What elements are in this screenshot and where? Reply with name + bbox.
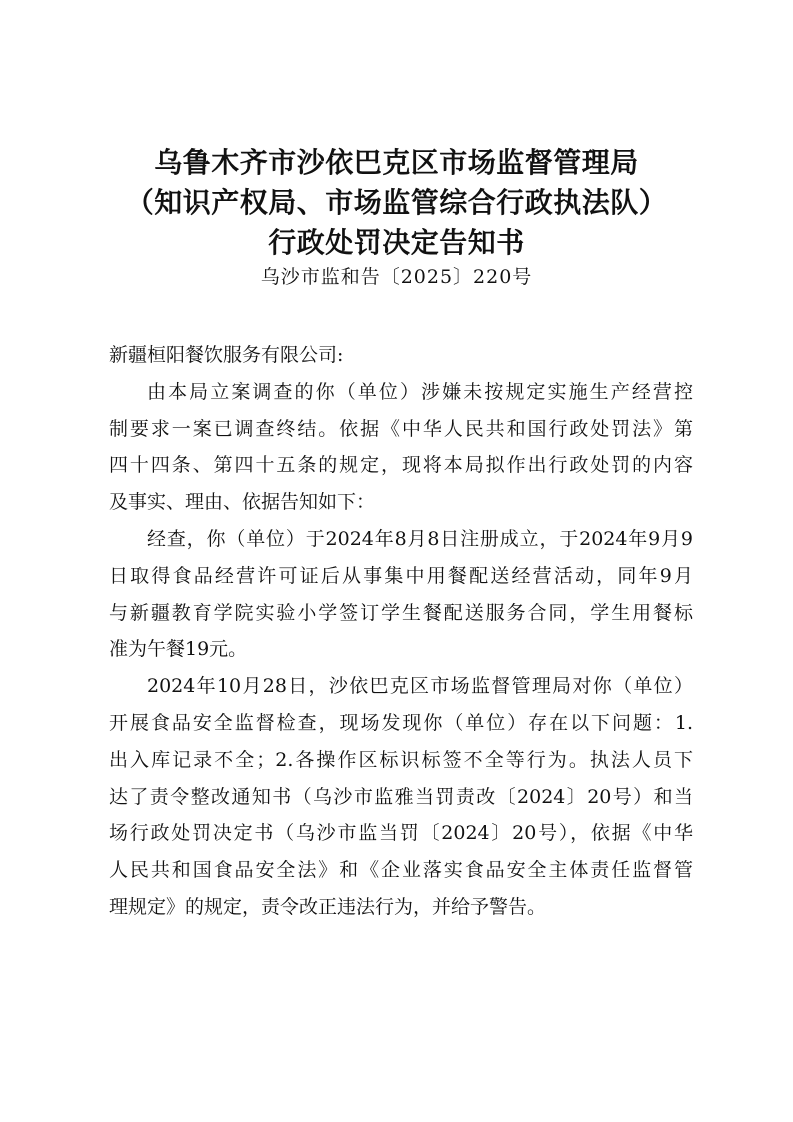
paragraph-line: 2024年10月28日，沙依巴克区市场监督管理局对你（单位）	[147, 675, 693, 698]
paragraph-case-intro	[109, 374, 693, 521]
title-line-doc-type: 行政处罚决定告知书	[268, 226, 525, 259]
paragraph-line: 准为午餐19元。	[109, 638, 248, 661]
paragraph-line: 达了责令整改通知书（乌沙市监雅当罚责改〔2024〕20号）和当	[109, 785, 693, 808]
title-line-subagency: （知识产权局、市场监管综合行政执法队）	[125, 186, 668, 219]
paragraph-line: 出入库记录不全；2.各操作区标识标签不全等行为。执法人员下	[109, 748, 693, 771]
paragraph-line: 与新疆教育学院实验小学签订学生餐配送服务合同，学生用餐标	[109, 601, 693, 624]
paragraph-inspection	[109, 668, 693, 926]
paragraph-line: 开展食品安全监督检查，现场发现你（单位）存在以下问题：1.	[109, 711, 693, 734]
paragraph-line: 制要求一案已调查终结。依据《中华人民共和国行政处罚法》第	[109, 417, 693, 440]
document-body	[109, 337, 693, 926]
document-number: 乌沙市监和告〔2025〕220号	[260, 266, 533, 288]
paragraph-line: 理规定》的规定，责令改正违法行为，并给予警告。	[109, 895, 547, 918]
paragraph-line: 日取得食品经营许可证后从事集中用餐配送经营活动，同年9月	[109, 564, 693, 587]
paragraph-line: 人民共和国食品安全法》和《企业落实食品安全主体责任监督管	[109, 859, 693, 882]
addressee: 新疆桓阳餐饮服务有限公司:	[109, 344, 344, 366]
paragraph-line: 经查，你（单位）于2024年8月8日注册成立，于2024年9月9	[147, 527, 693, 550]
paragraph-line: 由本局立案调查的你（单位）涉嫌未按规定实施生产经营控	[147, 380, 693, 403]
paragraph-facts	[109, 521, 693, 668]
title-line-agency: 乌鲁木齐市沙依巴克区市场监督管理局	[154, 146, 639, 179]
paragraph-line: 场行政处罚决定书（乌沙市监当罚〔2024〕20号），依据《中华	[109, 822, 693, 845]
document-title	[0, 143, 793, 263]
paragraph-line: 四十四条、第四十五条的规定，现将本局拟作出行政处罚的内容	[109, 454, 693, 477]
paragraph-line: 及事实、理由、依据告知如下：	[109, 491, 376, 514]
